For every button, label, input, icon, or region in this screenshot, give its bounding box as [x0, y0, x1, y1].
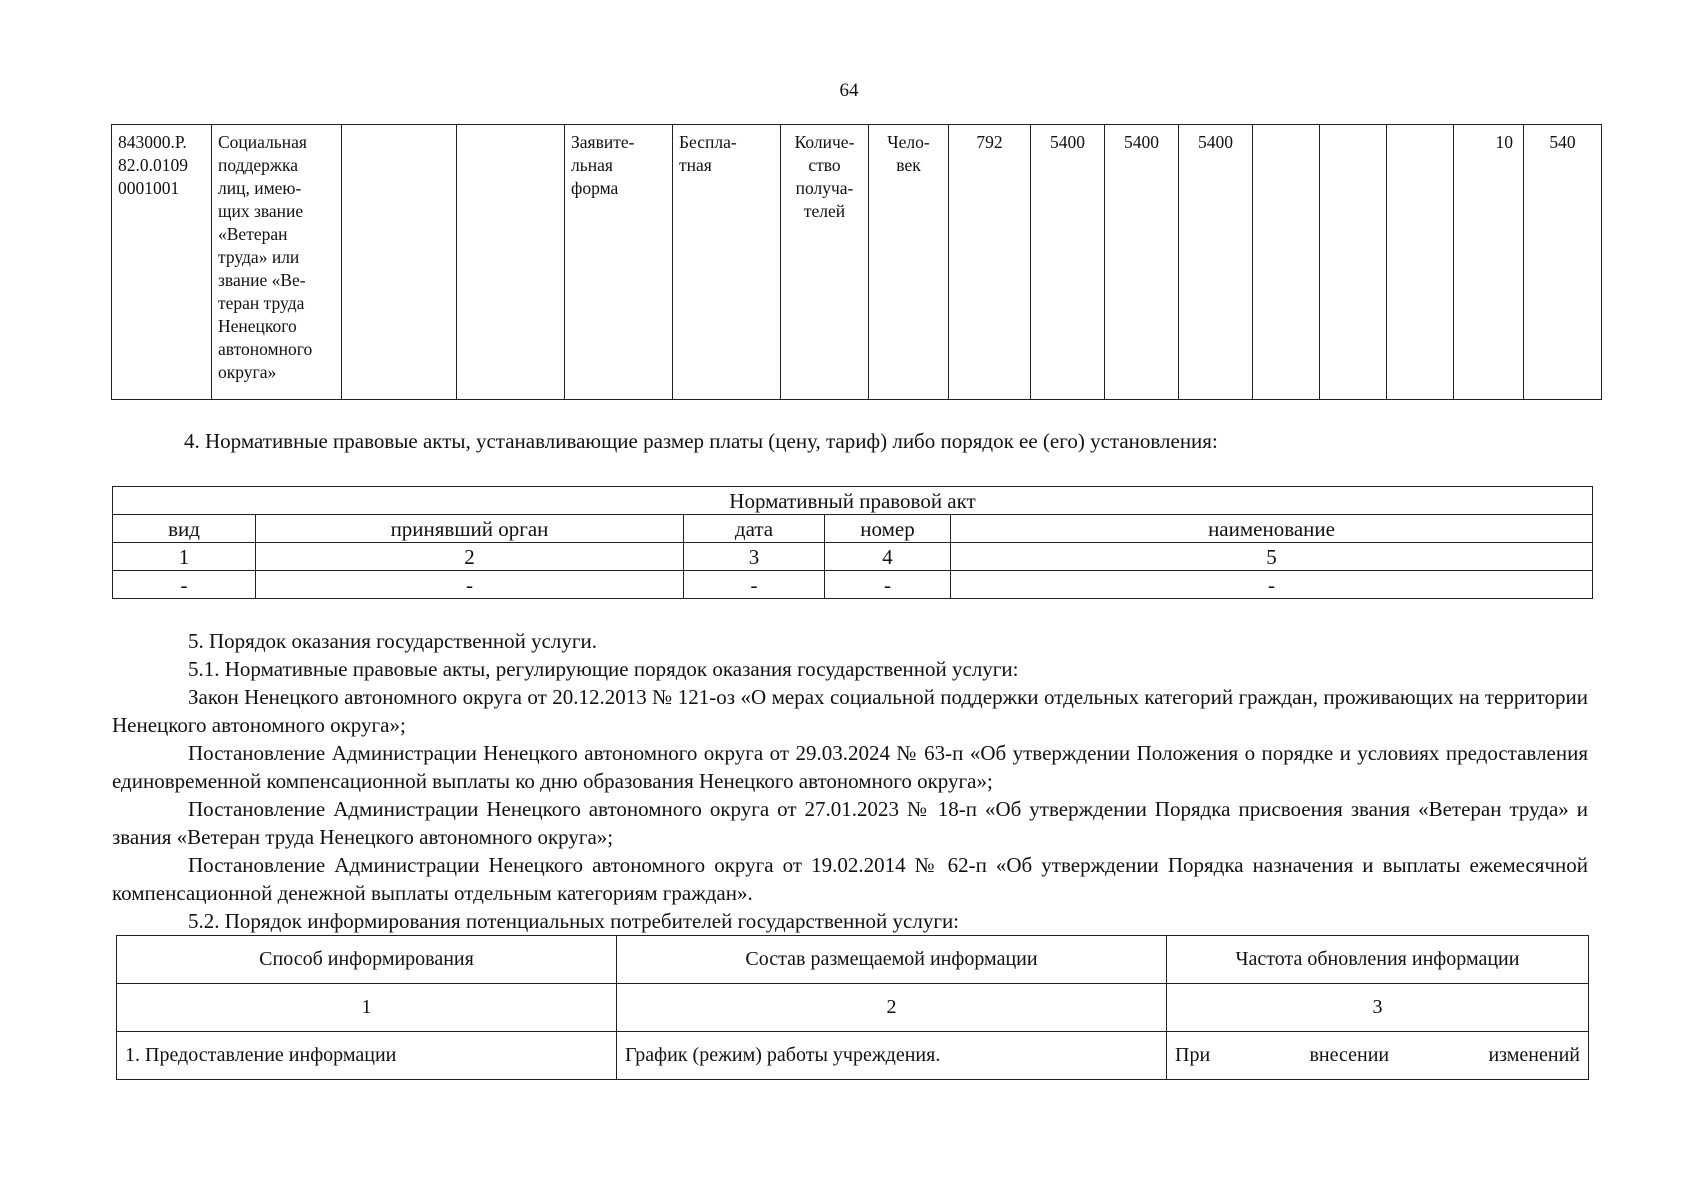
column-number: 1 [117, 984, 617, 1032]
normative-act-paragraph: Закон Ненецкого автономного округа от 20.12.2013 № 121-оз «О мерах социальной поддержки отдельных категорий граждан, проживающих на территории Ненецкого автономного округа»; [112, 685, 1588, 737]
normative-act-paragraph: Постановление Администрации Ненецкого автономного округа от 29.03.2024 № 63-п «Об утверждении Положения о порядке и условиях предоставления единовременной компенсационной выплаты ко дню образования Ненецкого автономного округа»; [112, 741, 1588, 793]
column-header: Состав размещаемой информации [617, 936, 1167, 984]
column-number: 4 [825, 543, 951, 571]
section-4-heading: 4. Нормативные правовые акты, устанавливающие размер платы (цену, тариф) либо порядок ее (его) установления: [184, 429, 1218, 453]
table-cell: - [951, 571, 1593, 599]
table-row [113, 487, 1593, 515]
column-number: 2 [256, 543, 684, 571]
page-number: 64 [839, 80, 859, 101]
normative-act-paragraph: Постановление Администрации Ненецкого автономного округа от 19.02.2014 № 62-п «Об утверждении Порядка назначения и выплаты ежемесячной компенсационной денежной выплаты отдельным категориям граждан». [112, 853, 1588, 905]
section-5-1-heading: 5.1. Нормативные правовые акты, регулирующие порядок оказания государственной услуги: [188, 657, 1019, 681]
column-number: 3 [1167, 984, 1589, 1032]
year3-value-cell: 5400 [1179, 125, 1253, 400]
year1-value-cell: 5400 [1031, 125, 1105, 400]
normative-acts-table [112, 486, 1593, 599]
column-header: дата [684, 515, 825, 543]
column-number: 2 [617, 984, 1167, 1032]
column-header: номер [825, 515, 951, 543]
year2-value-cell: 5400 [1105, 125, 1179, 400]
column-number: 5 [951, 543, 1593, 571]
deviation-absolute-cell: 540 [1524, 125, 1602, 400]
section-5-heading: 5. Порядок оказания государственной услуги. [188, 629, 597, 653]
form-cell: Заявите- льная форма [565, 125, 673, 400]
column-header: принявший орган [256, 515, 684, 543]
table-cell: - [825, 571, 951, 599]
table-row [117, 984, 1589, 1032]
table-row [113, 543, 1593, 571]
table-title: Нормативный правовой акт [113, 487, 1593, 515]
empty-cell [342, 125, 457, 400]
deviation-percent-cell: 10 [1454, 125, 1524, 400]
informing-table [116, 935, 1589, 1080]
column-number: 3 [684, 543, 825, 571]
service-name-cell: Социальная поддержка лиц, имею- щих звание «Ветеран труда» или звание «Ве- теран труда Ненецкого автономного округа» [212, 125, 342, 400]
indicators-table [111, 124, 1602, 400]
table-row [113, 571, 1593, 599]
table-cell: - [256, 571, 684, 599]
column-header: наименование [951, 515, 1593, 543]
information-content-cell: График (режим) работы учреждения. [617, 1032, 1167, 1080]
column-header: Частота обновления информации [1167, 936, 1589, 984]
column-number: 1 [113, 543, 256, 571]
empty-cell [1253, 125, 1320, 400]
empty-cell [457, 125, 565, 400]
empty-cell [1320, 125, 1387, 400]
indicator-cell: Количе- ство получа- телей [781, 125, 869, 400]
column-header: вид [113, 515, 256, 543]
service-code-cell: 843000.Р. 82.0.0109 0001001 [112, 125, 212, 400]
table-row [112, 125, 1602, 400]
table-header-row [113, 515, 1593, 543]
normative-act-paragraph: Постановление Администрации Ненецкого автономного округа от 27.01.2023 № 18-п «Об утверждении Порядка присвоения звания «Ветеран труда» и звания «Ветеран труда Ненецкого автономного округа»; [112, 797, 1588, 849]
update-frequency-cell: При внесении изменений [1167, 1032, 1589, 1080]
table-cell: - [684, 571, 825, 599]
column-header: Способ информирования [117, 936, 617, 984]
table-header-row [117, 936, 1589, 984]
okei-code-cell: 792 [949, 125, 1031, 400]
table-row [117, 1032, 1589, 1080]
unit-cell: Чело- век [869, 125, 949, 400]
empty-cell [1387, 125, 1454, 400]
payment-cell: Беспла- тная [673, 125, 781, 400]
informing-method-cell: 1. Предоставление информации [117, 1032, 617, 1080]
table-cell: - [113, 571, 256, 599]
section-5-2-heading: 5.2. Порядок информирования потенциальных потребителей государственной услуги: [188, 909, 960, 933]
